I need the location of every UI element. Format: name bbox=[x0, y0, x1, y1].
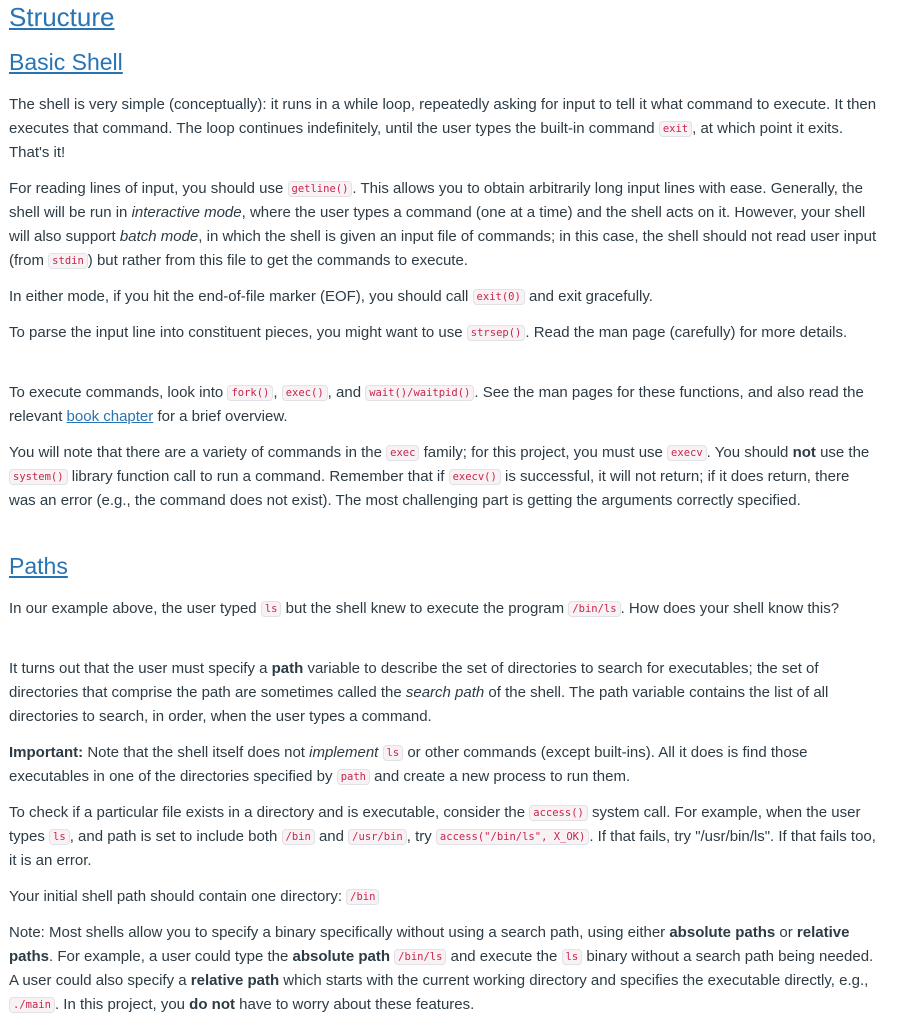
code-bin: /bin bbox=[282, 829, 315, 845]
code-ls-2: ls bbox=[383, 745, 404, 761]
code-getline: getline() bbox=[288, 181, 353, 197]
paragraph-parse: To parse the input line into constituent pieces, you might want to use strsep() . Read the man page (carefully) for more details. bbox=[9, 324, 848, 341]
code-main: ./main bbox=[9, 997, 55, 1013]
code-fork: fork() bbox=[227, 385, 273, 401]
book-chapter-link[interactable]: book chapter bbox=[66, 408, 154, 425]
code-exit: exit bbox=[659, 121, 692, 137]
code-ls: ls bbox=[261, 601, 282, 617]
code-system: system() bbox=[9, 469, 68, 485]
paragraph-initial-path: Your initial shell path should contain one directory: /bin bbox=[9, 885, 879, 909]
paragraph-access: To check if a particular file exists in a directory and is executable, consider the access() system call. For example, when the user types ls , and path is set to include both /bin and /usr/bin , try access("/bin/ls", X_OK) . If that fails, try "/usr/bin/ls". If that fails too, it is an error. bbox=[9, 804, 876, 869]
code-bin-ls-2: /bin/ls bbox=[394, 949, 446, 965]
heading-basic-shell bbox=[9, 48, 123, 76]
code-exit0: exit(0) bbox=[473, 289, 525, 305]
code-strsep: strsep() bbox=[467, 325, 526, 341]
heading-structure-link[interactable]: Structure bbox=[9, 2, 115, 32]
code-usr-bin: /usr/bin bbox=[348, 829, 407, 845]
code-bin-ls: /bin/ls bbox=[568, 601, 620, 617]
code-ls-4: ls bbox=[562, 949, 583, 965]
code-bin-initial: /bin bbox=[346, 889, 379, 905]
code-access-call: access("/bin/ls", X_OK) bbox=[436, 829, 589, 845]
code-execv-call: execv() bbox=[449, 469, 501, 485]
paragraph-reading-input: For reading lines of input, you should use getline() . This allows you to obtain arbitrarily long input lines with ease. Generally, the shell will be run in interactive mode, where the user types a command (one at a time) and the shell acts on it. However, your shell will also support batch mode, in which the shell is given an input file of commands; in this case, the shell should not read user input (from stdin ) but rather from this file to get the commands to execute. bbox=[9, 180, 877, 269]
code-ls-3: ls bbox=[49, 829, 70, 845]
paragraph-exec-family: You will note that there are a variety of commands in the exec family; for this project, you must use execv . You should not use the system() library function call to run a command. Remember that if execv() is successful, it will not return; if it does return, there was an error (e.g., the command does not exist). The most challenging part is getting the arguments correctly specified. bbox=[9, 444, 870, 509]
paragraph-paths-example: In our example above, the user typed ls but the shell knew to execute the program /bin/ls . How does your shell know this? bbox=[9, 600, 840, 617]
code-path: path bbox=[337, 769, 370, 785]
paragraph-important: Important: Note that the shell itself does not implement ls or other commands (except built-ins). All it does is find those executables in one of the directories specified by path and create a new process to run them. bbox=[9, 744, 808, 785]
paragraph-execute: To execute commands, look into fork() , exec() , and wait()/waitpid() . See the man pages for these functions, and also read the relevant book chapter for a brief overview. bbox=[9, 384, 864, 425]
code-exec: exec() bbox=[282, 385, 328, 401]
heading-basic-shell-link[interactable]: Basic Shell bbox=[9, 49, 123, 75]
code-execv: execv bbox=[667, 445, 707, 461]
code-exec-family: exec bbox=[386, 445, 419, 461]
heading-paths-link[interactable]: Paths bbox=[9, 553, 68, 579]
code-wait: wait()/waitpid() bbox=[365, 385, 474, 401]
heading-paths bbox=[9, 552, 68, 580]
code-access: access() bbox=[529, 805, 588, 821]
paragraph-path-variable: It turns out that the user must specify a path variable to describe the set of directories to search for executables; the set of directories that comprise the path are sometimes called the search path of the shell. The path variable contains the list of all directories to search, in order, when the user types a command. bbox=[9, 660, 829, 725]
paragraph-eof: In either mode, if you hit the end-of-file marker (EOF), you should call exit(0) and exit gracefully. bbox=[9, 288, 653, 305]
paragraph-absolute-relative: Note: Most shells allow you to specify a binary specifically without using a search path, using either absolute paths or relative paths. For example, a user could type the absolute path /bin/ls and execute the ls binary without a search path being needed. A user could also specify a relative path which starts with the current working directory and specifies the executable directly, e.g., ./main . In this project, you do not have to worry about these features. bbox=[9, 924, 874, 1013]
heading-structure bbox=[9, 2, 115, 32]
paragraph-shell-intro: The shell is very simple (conceptually): it runs in a while loop, repeatedly asking for input to tell it what command to execute. It then executes that command. The loop continues indefinitely, until the user types the built-in command exit , at which point it exits. That's it! bbox=[9, 96, 877, 161]
code-stdin: stdin bbox=[48, 253, 88, 269]
